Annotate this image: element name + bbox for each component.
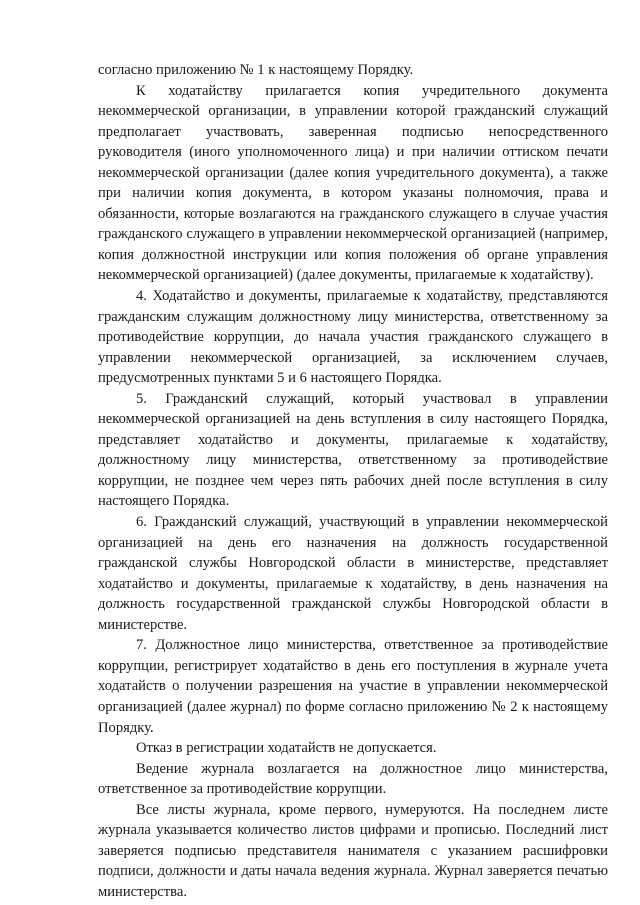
paragraph-item-6: 6. Гражданский служащий, участвующий в управлении некоммерческой организацией на день его назначения на должность государственной гражданской службы Новгородской области в министерстве, представляет ходатайство и документы, прилагаемые к ходатайству, в день назначения на должность государственной гражданской службы Новгородской области в министерстве. <box>98 514 608 633</box>
paragraph-journal-sheets: Все листы журнала, кроме первого, нумеруются. На последнем листе журнала указывается количество листов цифрами и прописью. Последний лист заверяется подписью представителя нанимателя с указанием расшифровки подписи, должности и даты начала ведения журнала. Журнал заверяется печатью министерства. <box>98 801 608 900</box>
paragraph-item-4: 4. Ходатайство и документы, прилагаемые к ходатайству, представляются гражданским служащим должностному лицу министерства, ответственному за противодействие коррупции, до начала участия гражданского служащего в управлении некоммерческой организацией, за исключением случаев, предусмотренных пунктами 5 и 6 настоящего Порядка. <box>98 288 608 387</box>
paragraph-refusal: Отказ в регистрации ходатайств не допускается. <box>136 740 437 757</box>
paragraph-item-5: 5. Гражданский служащий, который участвовал в управлении некоммерческой организацией на день вступления в силу настоящего Порядка, представляет ходатайство и документы, прилагаемые к ходатайству, должностному лицу министерства, ответственному за противодействие коррупции, не позднее чем через пять рабочих дней после вступления в силу настоящего Порядка. <box>98 390 608 510</box>
paragraph-item-7: 7. Должностное лицо министерства, ответственное за противодействие коррупции, регистрирует ходатайство в день его поступления в журнале учета ходатайств о получении разрешения на участие в управлении некоммерческой организацией (далее журнал) по форме согласно приложению № 2 к настоящему Порядку. <box>98 637 608 736</box>
document-body <box>98 60 608 902</box>
paragraph-journal-keeping: Ведение журнала возлагается на должностное лицо министерства, ответственное за противодействие коррупции. <box>98 760 608 798</box>
paragraph-continuation: согласно приложению № 1 к настоящему Порядку. <box>98 62 414 78</box>
paragraph-attachment-copy: К ходатайству прилагается копия учредительного документа некоммерческой организации, в управлении которой гражданский служащий предполагает участвовать, заверенная подписью непосредственного руководителя (иного уполномоченного лица) и при наличии оттиском печати некоммерческой организации (далее копия учредительного документа), а также при наличии копия документа, в котором указаны полномочия, права и обязанности, которые возлагаются на гражданского служащего в случае участия гражданского служащего в управлении некоммерческой организацией (например, копия должностной инструкции или копия положения об органе управления некоммерческой организацией) (далее документы, прилагаемые к ходатайству). <box>98 82 608 284</box>
